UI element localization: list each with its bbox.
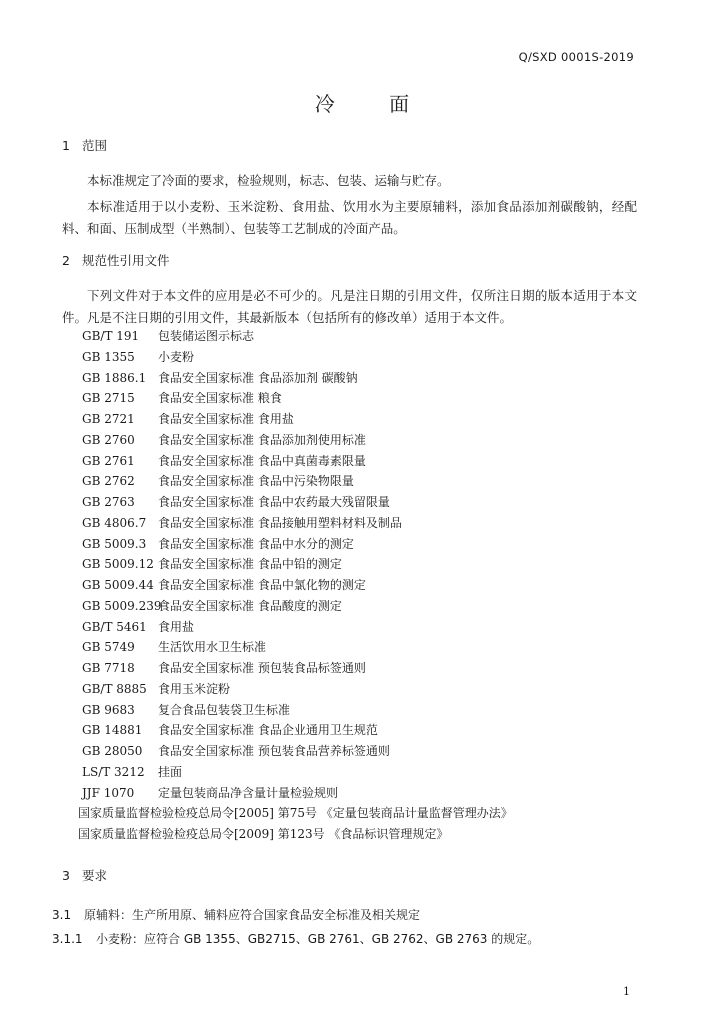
requirement-text: 小麦粉：应符合 GB 1355、GB2715、GB 2761、GB 2762、GB 2763 的规定。 bbox=[96, 932, 540, 946]
reference-item bbox=[82, 326, 513, 347]
scope-paragraph-2: 本标准适用于以小麦粉、玉米淀粉、食用盐、饮用水为主要原辅料，添加食品添加剂碳酸钠，经配料、和面、压制成型（半熟制）、包装等工艺制成的冷面产品。 bbox=[62, 199, 637, 236]
reference-code: GB 2721 bbox=[82, 412, 135, 426]
reference-list bbox=[78, 326, 513, 845]
section-number: 2 bbox=[62, 253, 70, 268]
reference-code: JJF 1070 bbox=[82, 785, 135, 800]
document-code: Q/SXD 0001S-2019 bbox=[518, 50, 634, 64]
reference-code: GB 9683 bbox=[82, 702, 135, 717]
reference-name: 食品安全国家标准 食品中铅的测定 bbox=[158, 557, 342, 572]
reference-code: GB 7718 bbox=[82, 661, 135, 675]
reference-code: GB 5009.3 bbox=[82, 536, 147, 551]
reference-name: 小麦粉 bbox=[158, 349, 195, 364]
reference-name: 复合食品包装袋卫生标准 bbox=[158, 702, 291, 717]
reference-name: 食品安全国家标准 食品接触用塑料材料及制品 bbox=[158, 515, 402, 530]
reference-item bbox=[82, 617, 513, 638]
reference-name: 食品安全国家标准 粮食 bbox=[158, 391, 282, 406]
section-number: 1 bbox=[62, 138, 70, 153]
reference-item bbox=[82, 596, 513, 617]
reference-code: GB 2760 bbox=[82, 432, 135, 447]
reference-code: GB 2762 bbox=[82, 474, 135, 489]
reference-name: 国家质量监督检验检疫总局令[2009] 第123号 《食品标识管理规定》 bbox=[78, 827, 449, 841]
section-title: 范围 bbox=[82, 138, 108, 153]
reference-code: LS/T 3212 bbox=[82, 764, 145, 779]
reference-item-regulation bbox=[78, 824, 513, 845]
page-number: 1 bbox=[623, 985, 630, 998]
reference-item bbox=[82, 368, 513, 389]
requirement-item bbox=[52, 906, 420, 923]
reference-name: 食用玉米淀粉 bbox=[158, 681, 231, 696]
reference-code: GB/T 191 bbox=[82, 329, 140, 343]
reference-item bbox=[82, 575, 513, 596]
reference-code: GB 4806.7 bbox=[82, 515, 147, 530]
reference-code: GB 5749 bbox=[82, 640, 135, 655]
reference-name: 食品安全国家标准 食品添加剂 碳酸钠 bbox=[158, 370, 358, 385]
reference-name: 国家质量监督检验检疫总局令[2005] 第75号 《定量包装商品计量监督管理办法》 bbox=[78, 806, 513, 821]
reference-item bbox=[82, 388, 513, 409]
reference-name: 食用盐 bbox=[158, 619, 195, 634]
reference-name: 食品安全国家标准 食用盐 bbox=[158, 412, 294, 426]
section-number: 3 bbox=[62, 868, 70, 883]
reference-code: GB 2763 bbox=[82, 495, 135, 509]
reference-item bbox=[82, 741, 513, 762]
reference-item bbox=[82, 534, 513, 555]
requirement-number: 3.1 bbox=[52, 908, 72, 922]
reference-item bbox=[82, 762, 513, 783]
section-heading-normative bbox=[62, 251, 170, 269]
reference-code: GB 14881 bbox=[82, 723, 143, 738]
reference-name: 食品安全国家标准 预包装食品营养标签通则 bbox=[158, 744, 390, 758]
scope-paragraph-1: 本标准规定了冷面的要求，检验规则，标志、包装、运输与贮存。 bbox=[87, 173, 450, 188]
reference-item bbox=[82, 451, 513, 472]
reference-name: 食品安全国家标准 食品酸度的测定 bbox=[158, 598, 342, 613]
document-title: 冷 面 bbox=[314, 92, 434, 116]
reference-name: 食品安全国家标准 食品中污染物限量 bbox=[158, 474, 354, 489]
requirement-item bbox=[52, 930, 539, 947]
reference-item bbox=[82, 637, 513, 658]
reference-item bbox=[82, 513, 513, 534]
reference-name: 定量包装商品净含量计量检验规则 bbox=[158, 785, 339, 800]
section-title: 要求 bbox=[82, 868, 108, 883]
normative-intro: 下列文件对于本文件的应用是必不可少的。凡是注日期的引用文件，仅所注日期的版本适用于本文件。凡是不注日期的引用文件，其最新版本（包括所有的修改单）适用于本文件。 bbox=[62, 288, 637, 325]
reference-item bbox=[82, 658, 513, 679]
reference-code: GB 2761 bbox=[82, 453, 135, 468]
requirement-text: 原辅料：生产所用原、辅料应符合国家食品安全标准及相关规定 bbox=[84, 908, 421, 922]
section-title: 规范性引用文件 bbox=[82, 253, 170, 268]
reference-item bbox=[82, 430, 513, 451]
reference-name: 食品安全国家标准 食品企业通用卫生规范 bbox=[158, 723, 378, 738]
reference-code: GB 5009.44 bbox=[82, 578, 154, 592]
reference-code: GB 1355 bbox=[82, 349, 135, 364]
reference-code: GB 2715 bbox=[82, 391, 135, 406]
reference-item bbox=[82, 492, 513, 513]
section-heading-scope bbox=[62, 136, 107, 154]
requirement-number: 3.1.1 bbox=[52, 932, 83, 946]
reference-item bbox=[82, 720, 513, 741]
reference-name: 食品安全国家标准 食品添加剂使用标准 bbox=[158, 432, 366, 447]
reference-code: GB 28050 bbox=[82, 744, 143, 758]
reference-name: 食品安全国家标准 食品中氯化物的测定 bbox=[158, 578, 366, 592]
reference-item bbox=[82, 471, 513, 492]
reference-code: GB 5009.12 bbox=[82, 557, 154, 572]
reference-item bbox=[82, 347, 513, 368]
reference-item-regulation bbox=[78, 803, 513, 824]
reference-name: 食品安全国家标准 预包装食品标签通则 bbox=[158, 661, 366, 675]
reference-name: 食品安全国家标准 食品中水分的测定 bbox=[158, 536, 354, 551]
reference-name: 包装储运图示标志 bbox=[158, 329, 255, 343]
reference-item bbox=[82, 679, 513, 700]
reference-code: GB/T 5461 bbox=[82, 619, 147, 634]
reference-item bbox=[82, 700, 513, 721]
reference-code: GB/T 8885 bbox=[82, 681, 147, 696]
reference-item bbox=[82, 783, 513, 804]
reference-name: 挂面 bbox=[158, 764, 183, 779]
reference-name: 食品安全国家标准 食品中真菌毒素限量 bbox=[158, 453, 366, 468]
reference-code: GB 1886.1 bbox=[82, 370, 147, 385]
reference-name: 生活饮用水卫生标准 bbox=[158, 640, 267, 655]
reference-item bbox=[82, 554, 513, 575]
reference-item bbox=[82, 409, 513, 430]
reference-code: GB 5009.239 bbox=[82, 598, 162, 613]
reference-name: 食品安全国家标准 食品中农药最大残留限量 bbox=[158, 495, 390, 509]
section-heading-requirements bbox=[62, 866, 107, 884]
